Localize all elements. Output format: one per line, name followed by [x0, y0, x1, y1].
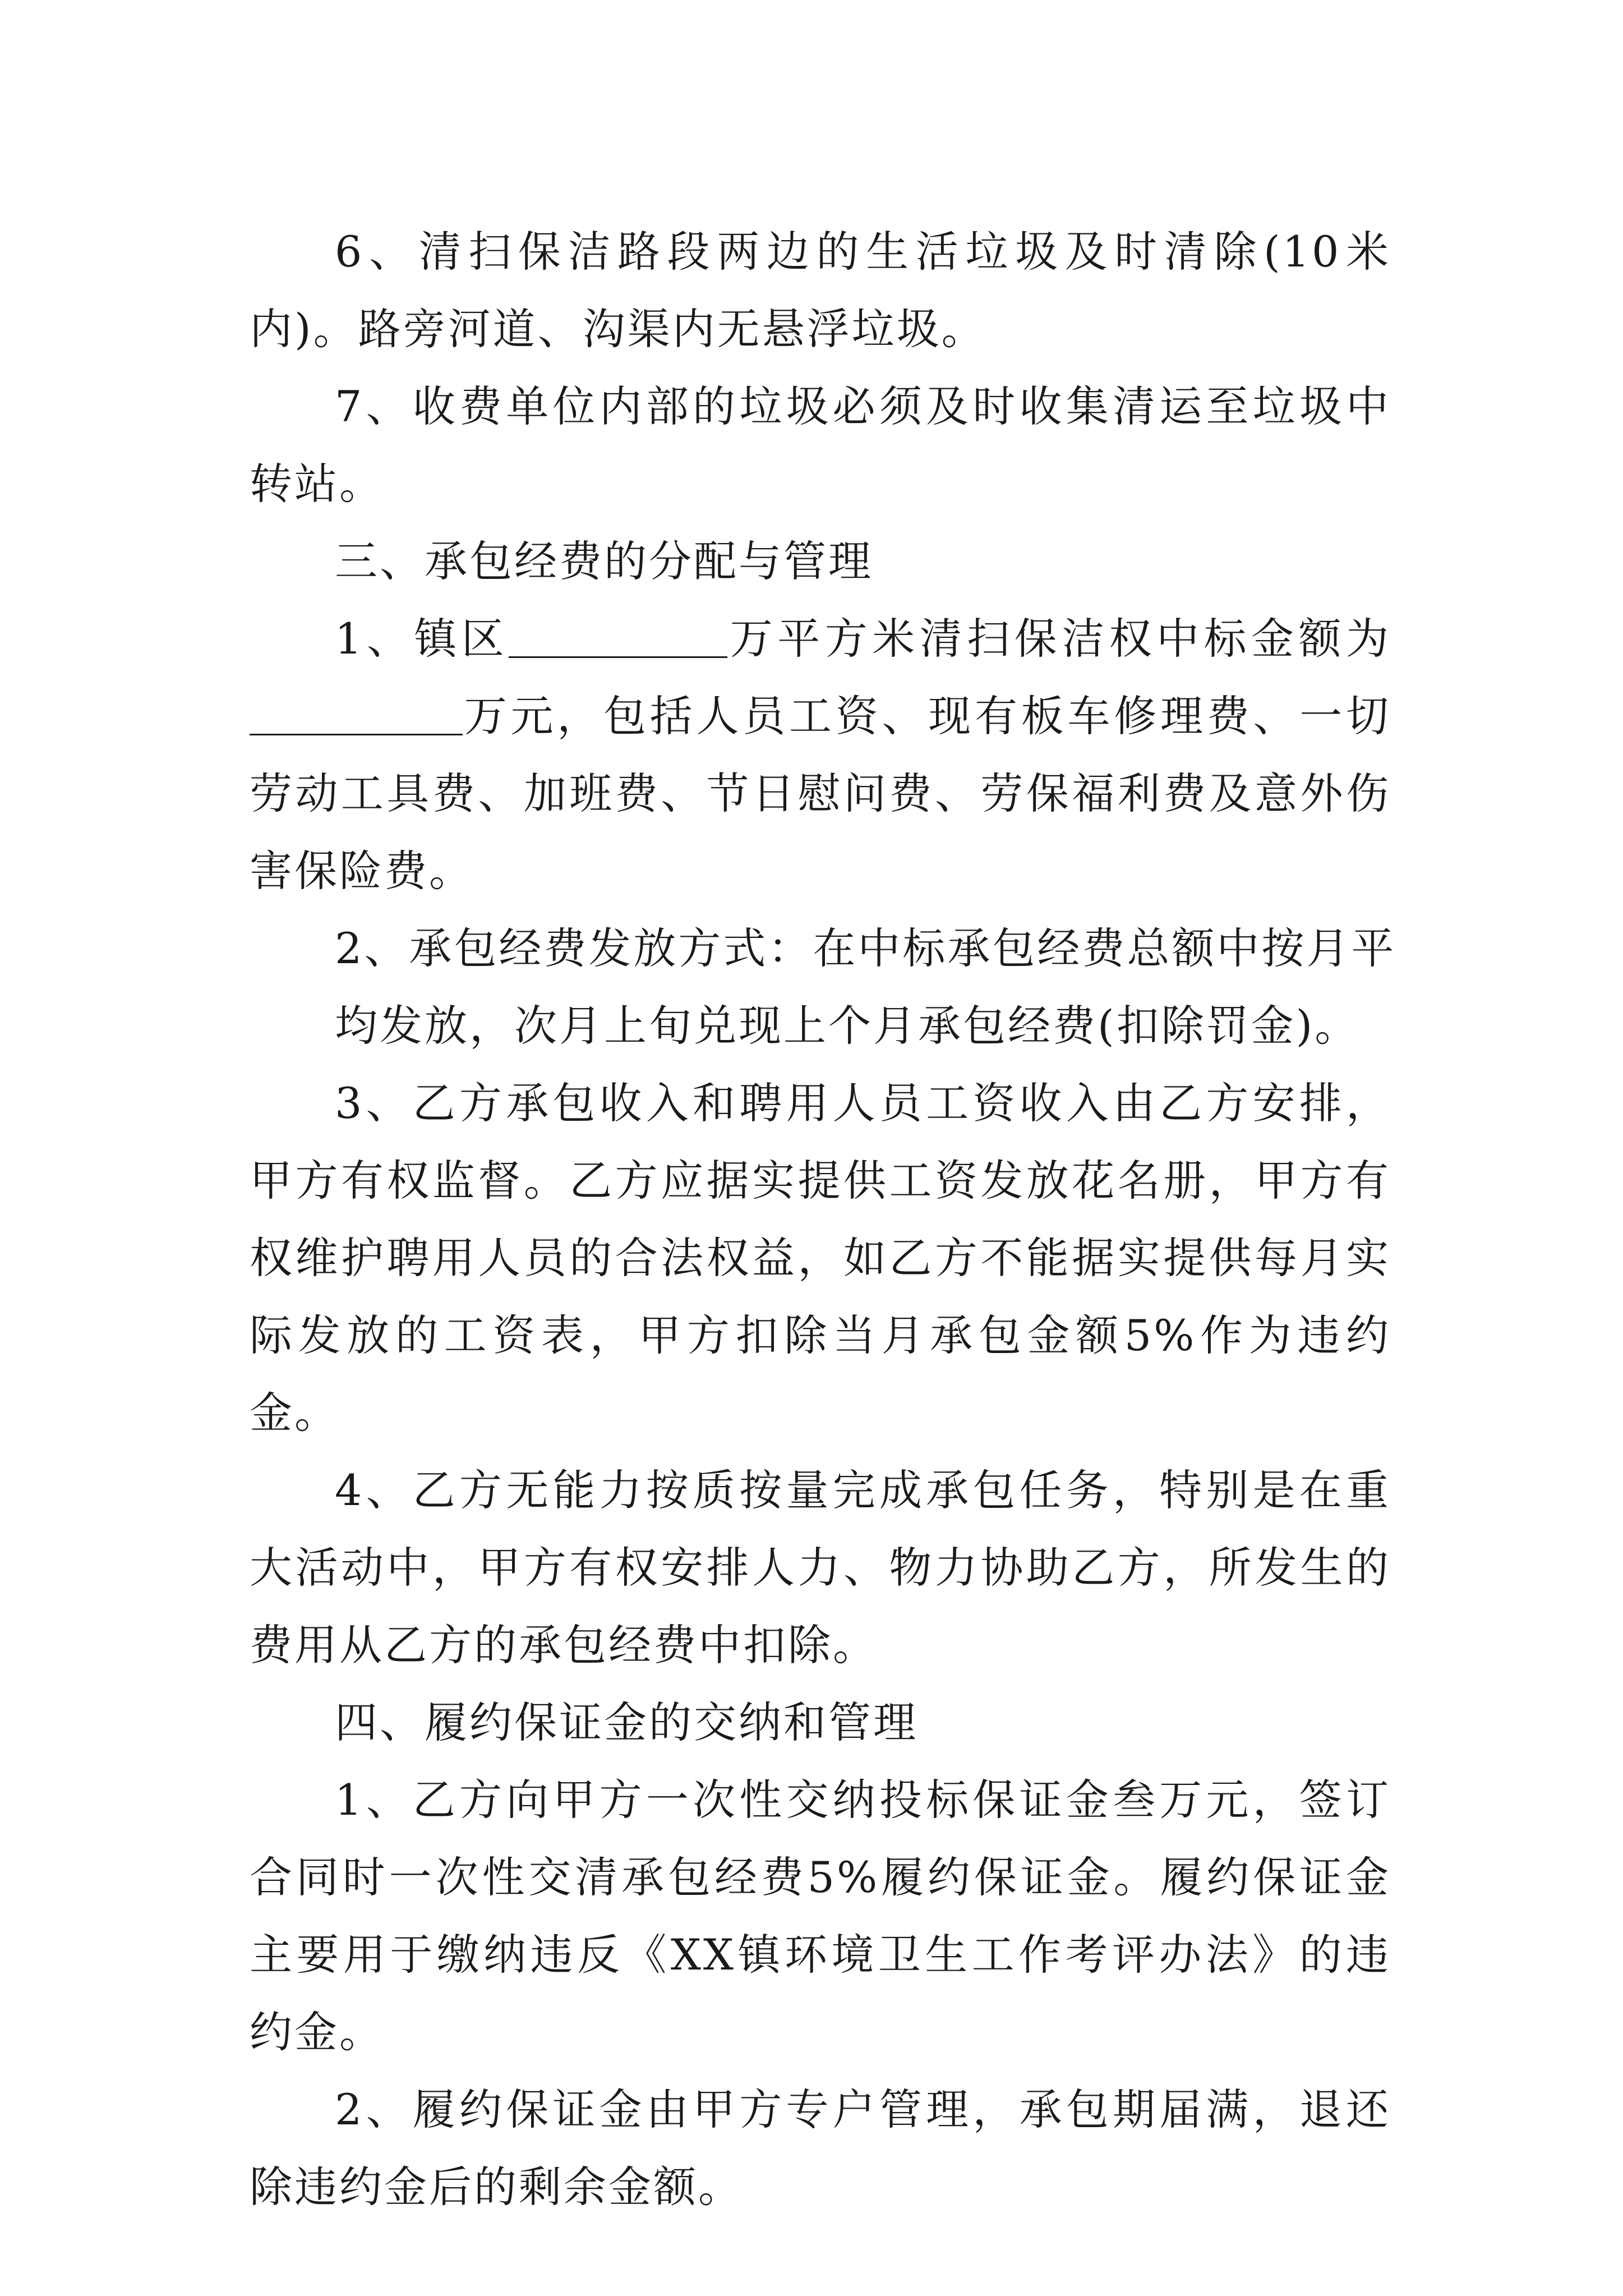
text-fragment: 1、镇区 [335, 614, 509, 664]
paragraph-section3-item-1 [250, 600, 1391, 910]
paragraph-section3-item-3: 3、乙方承包收入和聘用人员工资收入由乙方安排，甲方有权监督。乙方应据实提供工资发放花名册，甲方有权维护聘用人员的合法权益，如乙方不能据实提供每月实际发放的工资表，甲方扣除当月承包金额5%作为违约金。 [250, 1078, 1391, 1438]
paragraph-section3-item-4: 4、乙方无能力按质按量完成承包任务，特别是在重大活动中，甲方有权安排人力、物力协助乙方，所发生的费用从乙方的承包经费中扣除。 [250, 1465, 1391, 1670]
paragraph-section4-item-1: 1、乙方向甲方一次性交纳投标保证金叁万元，签订合同时一次性交清承包经费5%履约保证金。履约保证金主要用于缴纳违反《XX镇环境卫生工作考评办法》的违约金。 [250, 1775, 1391, 2057]
paragraph-section4-item-2: 2、履约保证金由甲方专户管理，承包期届满，退还除违约金后的剩余金额。 [250, 2085, 1391, 2212]
text-fragment: 万元，包括人员工资、现有板车修理费、一切劳动工具费、加班费、节日慰问费、劳保福利费及意外伤害保险费。 [250, 691, 1391, 896]
document-body [250, 213, 1396, 2226]
fill-in-blank-amount [250, 694, 463, 735]
section-heading-3: 三、承包经费的分配与管理 [335, 536, 873, 586]
paragraph-line: 均发放，次月上旬兑现上个月承包经费(扣除罚金)。 [335, 1001, 1360, 1051]
fill-in-blank-area [509, 617, 727, 658]
paragraph-item-6: 6、清扫保洁路段两边的生活垃圾及时清除(10米内)。路旁河道、沟渠内无悬浮垃圾。 [250, 227, 1391, 354]
paragraph-line: 2、承包经费发放方式：在中标承包经费总额中按月平 [335, 923, 1396, 973]
text-fragment: 万平方米清扫保洁权中标金额为 [727, 614, 1391, 664]
paragraph-item-7: 7、收费单位内部的垃圾必须及时收集清运至垃圾中转站。 [250, 381, 1391, 509]
paragraph-section3-item-2 [250, 910, 1396, 1065]
section-heading-4: 四、履约保证金的交纳和管理 [335, 1697, 918, 1747]
